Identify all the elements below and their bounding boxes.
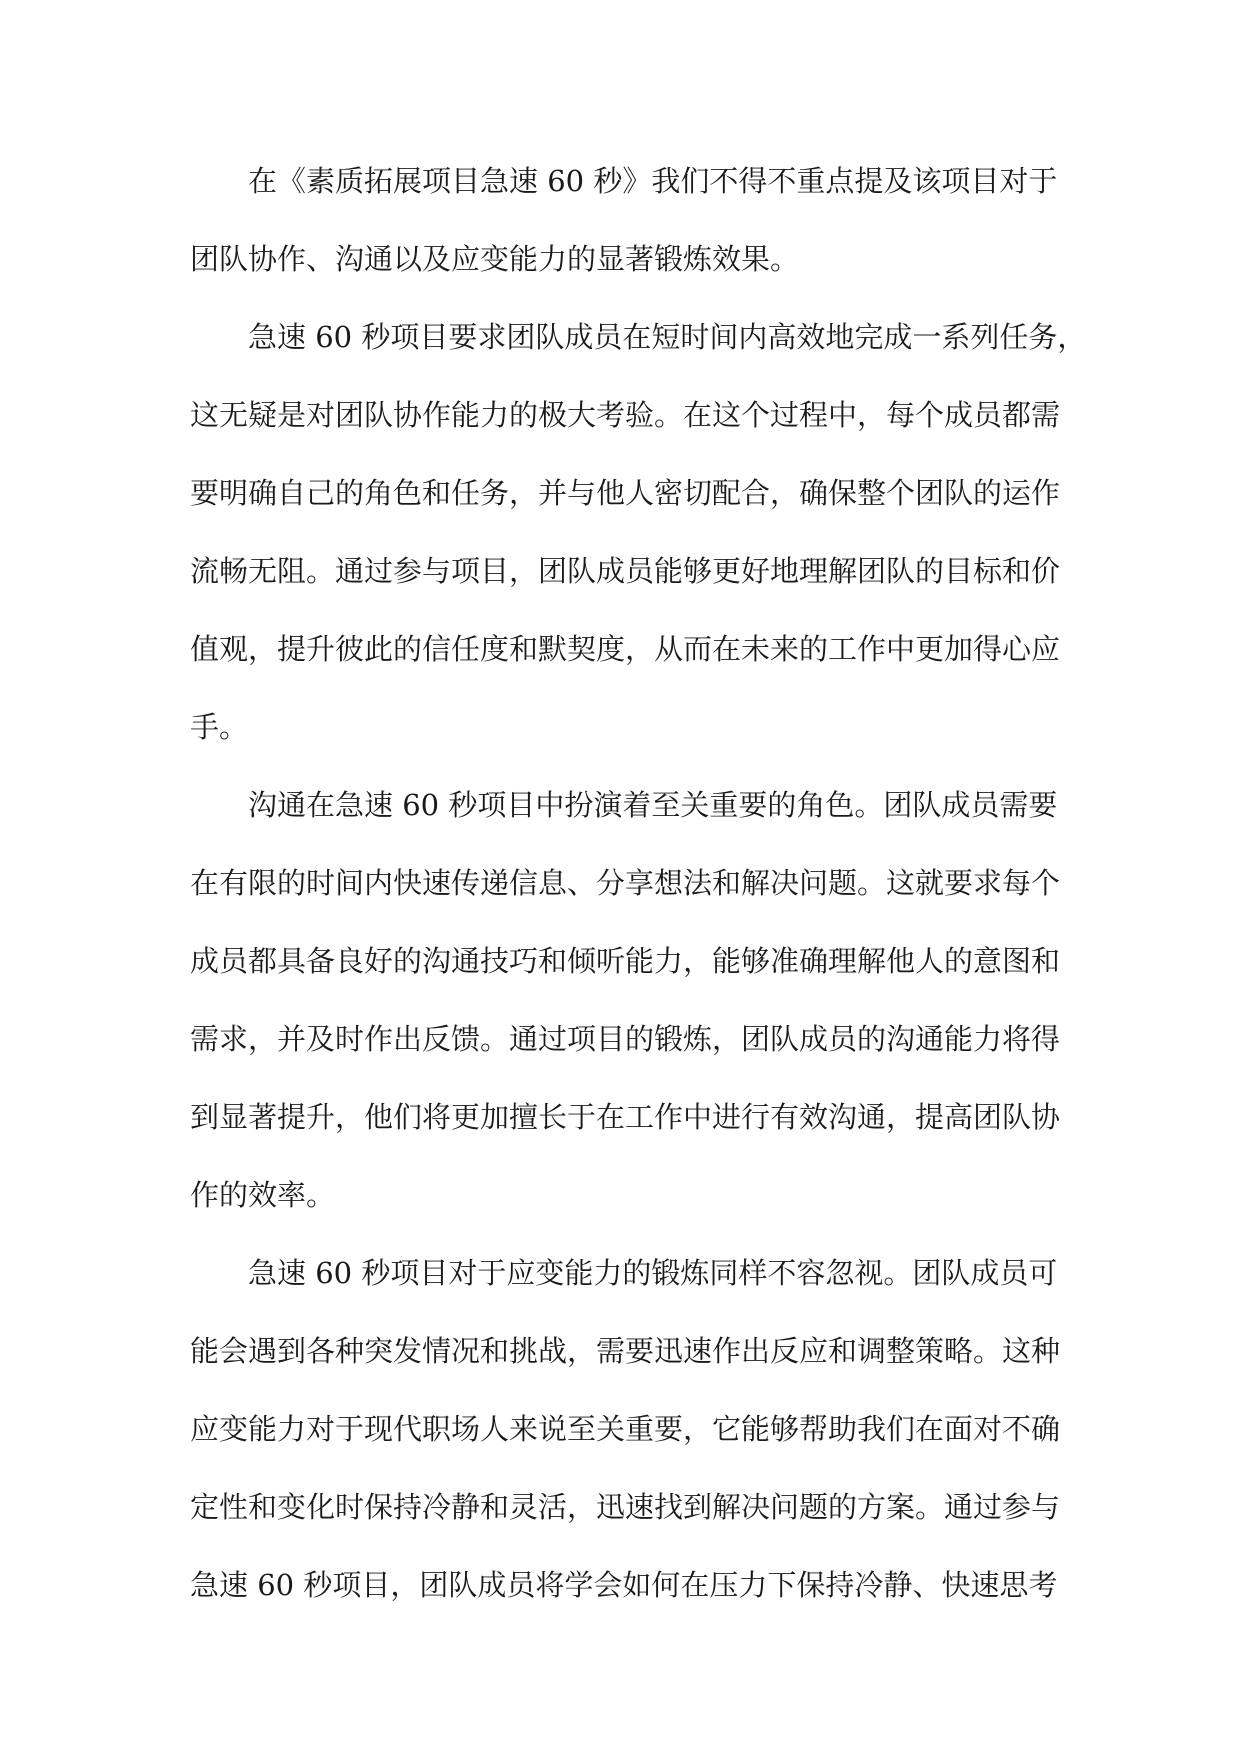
text-line: 急速 60 秒项目对于应变能力的锻炼同样不容忽视。团队成员可 [248, 1256, 1058, 1290]
text-line: 在有限的时间内快速传递信息、分享想法和解决问题。这就要求每个 [190, 866, 1061, 900]
text-line: 沟通在急速 60 秒项目中扮演着至关重要的角色。团队成员需要 [248, 788, 1058, 822]
text-line: 需求，并及时作出反馈。通过项目的锻炼，团队成员的沟通能力将得 [190, 1022, 1061, 1056]
text-line: 急速 60 秒项目要求团队成员在短时间内高效地完成一系列任务， [248, 320, 1087, 354]
body-text [190, 142, 1087, 1624]
text-line: 能会遇到各种突发情况和挑战，需要迅速作出反应和调整策略。这种 [190, 1334, 1061, 1368]
text-line: 应变能力对于现代职场人来说至关重要，它能够帮助我们在面对不确 [190, 1412, 1061, 1446]
text-line: 这无疑是对团队协作能力的极大考验。在这个过程中，每个成员都需 [190, 398, 1061, 432]
text-line: 到显著提升，他们将更加擅长于在工作中进行有效沟通，提高团队协 [190, 1100, 1061, 1134]
text-line: 作的效率。 [190, 1178, 336, 1212]
text-line: 急速 60 秒项目，团队成员将学会如何在压力下保持冷静、快速思考 [190, 1568, 1058, 1602]
text-line: 流畅无阻。通过参与项目，团队成员能够更好地理解团队的目标和价 [190, 554, 1061, 588]
text-line: 手。 [190, 710, 249, 744]
text-line: 成员都具备良好的沟通技巧和倾听能力，能够准确理解他人的意图和 [190, 944, 1061, 978]
text-line: 在《素质拓展项目急速 60 秒》我们不得不重点提及该项目对于 [248, 164, 1058, 198]
text-line: 值观，提升彼此的信任度和默契度，从而在未来的工作中更加得心应 [190, 632, 1061, 666]
text-line: 要明确自己的角色和任务，并与他人密切配合，确保整个团队的运作 [190, 476, 1061, 510]
text-line: 团队协作、沟通以及应变能力的显著锻炼效果。 [190, 242, 800, 276]
text-line: 定性和变化时保持冷静和灵活，迅速找到解决问题的方案。通过参与 [190, 1490, 1061, 1524]
